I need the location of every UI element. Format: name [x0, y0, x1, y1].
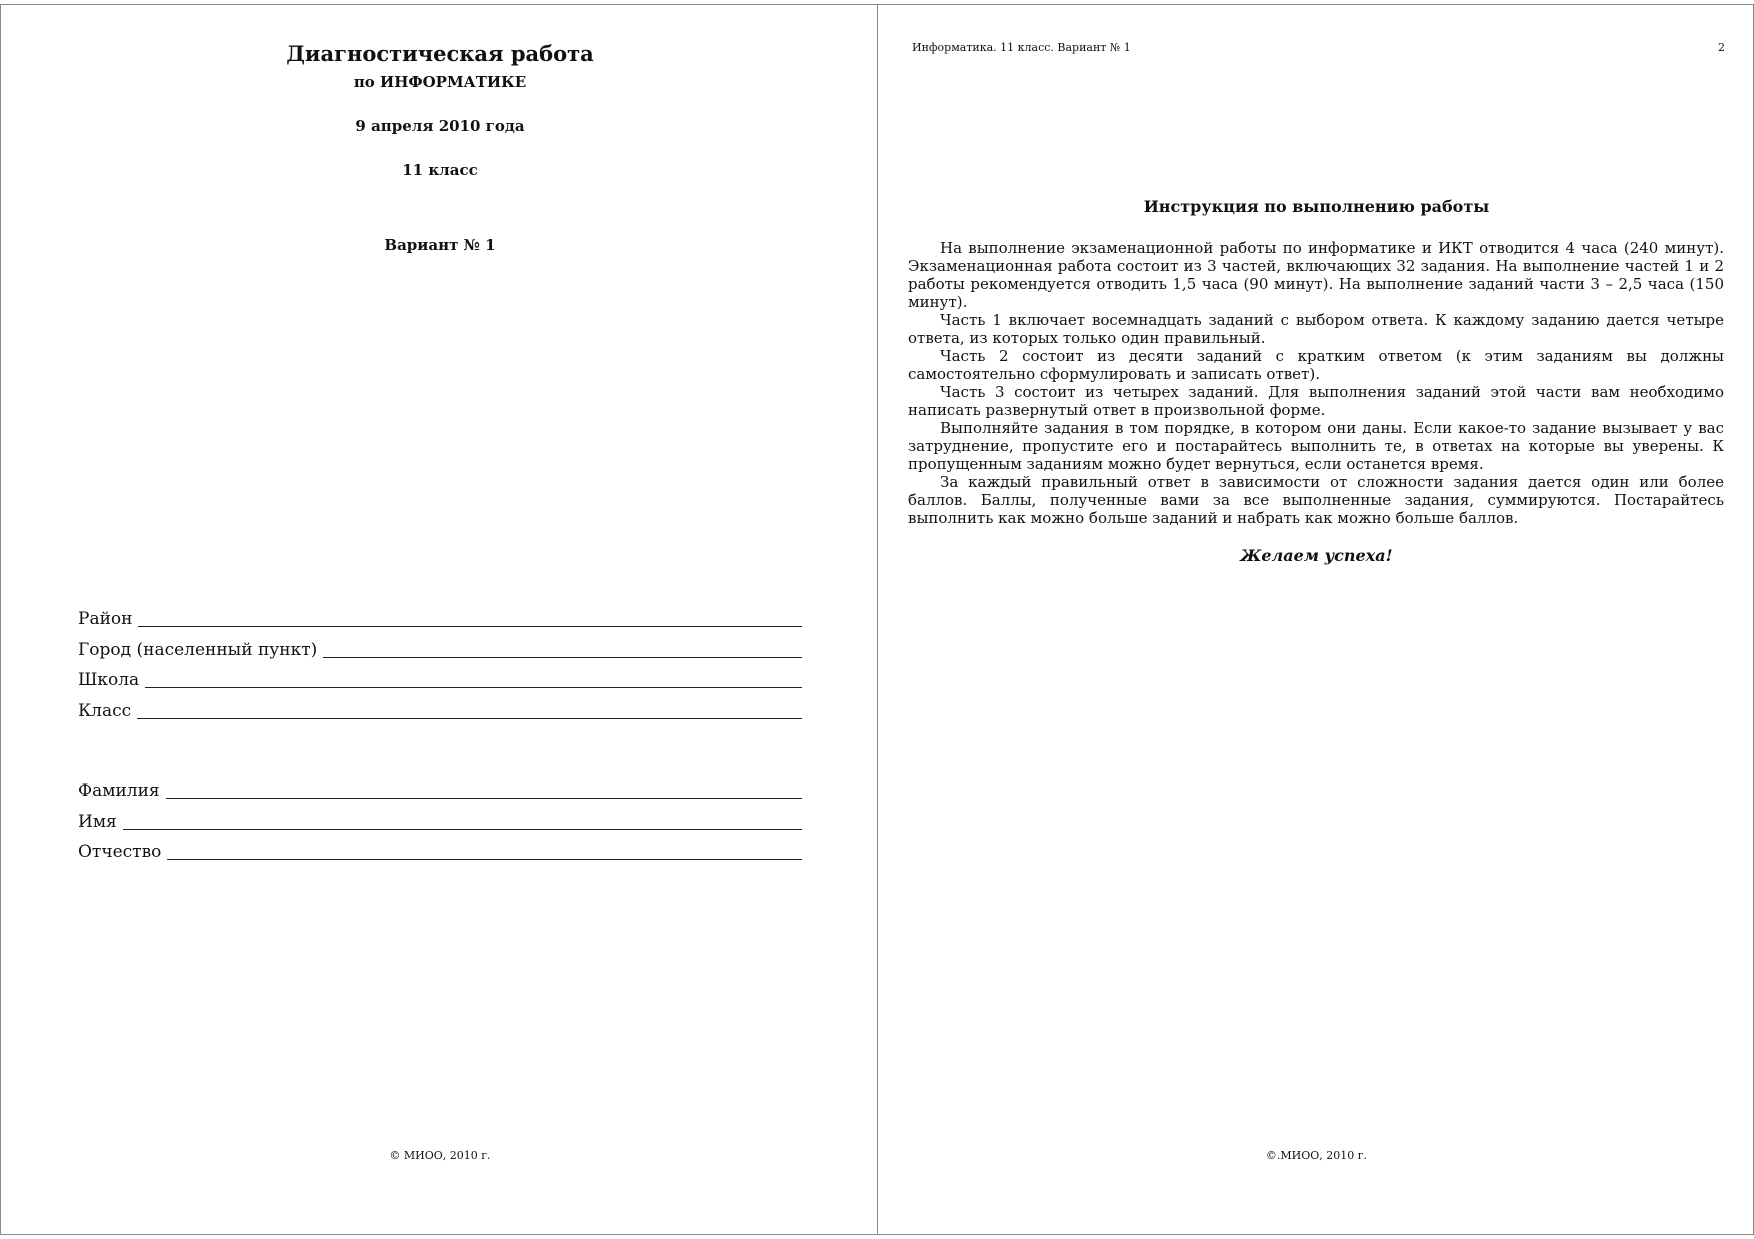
instructions-paragraph: Часть 1 включает восемнадцать заданий с выбором ответа. К каждому заданию дается четыре ответа, из которых только один правильный.: [908, 311, 1724, 347]
surname-field: [78, 777, 802, 801]
district-line[interactable]: [138, 625, 802, 627]
cover-grade: 11 класс: [402, 161, 478, 179]
running-header: Информатика. 11 класс. Вариант № 1: [912, 41, 1131, 54]
patronymic-field: [78, 838, 802, 862]
class-line[interactable]: [137, 717, 802, 719]
patronymic-label: Отчество: [78, 842, 162, 862]
class-field: [78, 697, 802, 721]
instructions-paragraph: За каждый правильный ответ в зависимости от сложности задания дается один или более баллов. Баллы, полученные вами за все выполненные задания, суммируются. Постарайтесь выполнить как можно больше заданий и набрать как можно больше баллов.: [908, 473, 1724, 527]
surname-label: Фамилия: [78, 781, 160, 801]
city-line[interactable]: [323, 656, 802, 658]
school-line[interactable]: [145, 686, 802, 688]
cover-title: Диагностическая работа: [286, 41, 594, 66]
name-field: [78, 808, 802, 832]
city-label: Город (населенный пункт): [78, 640, 318, 660]
instructions-page: [877, 4, 1754, 1235]
cover-footer: © МИОО, 2010 г.: [389, 1149, 491, 1162]
name-label: Имя: [78, 812, 117, 832]
cover-page: [0, 4, 878, 1235]
cover-variant: Вариант № 1: [384, 236, 496, 254]
name-line[interactable]: [123, 828, 802, 830]
instructions-paragraph: На выполнение экзаменационной работы по информатике и ИКТ отводится 4 часа (240 минут). Экзаменационная работа состоит из 3 частей, включающих 32 задания. На выполнение частей 1 и 2 работы рекомендуется отводить 1,5 часа (90 минут). На выполнение заданий части 3 – 2,5 часа (150 минут).: [908, 239, 1724, 311]
cover-date: 9 апреля 2010 года: [355, 117, 525, 135]
page-number: 2: [1718, 41, 1725, 54]
instructions-paragraph: Часть 2 состоит из десяти заданий с кратким ответом (к этим заданиям вы должны самостоятельно сформулировать и записать ответ).: [908, 347, 1724, 383]
instructions-paragraph: Часть 3 состоит из четырех заданий. Для выполнения заданий этой части вам необходимо написать развернутый ответ в произвольной форме.: [908, 383, 1724, 419]
city-field: [78, 636, 802, 660]
instructions-footer: ©.МИОО, 2010 г.: [1265, 1149, 1368, 1162]
patronymic-line[interactable]: [167, 858, 802, 860]
district-label: Район: [78, 609, 133, 629]
surname-line[interactable]: [166, 797, 802, 799]
closing-wish: Желаем успеха!: [1240, 546, 1393, 565]
class-label: Класс: [78, 701, 132, 721]
instructions-title: Инструкция по выполнению работы: [1143, 197, 1490, 216]
district-field: [78, 605, 802, 629]
instructions-paragraph: Выполняйте задания в том порядке, в котором они даны. Если какое-то задание вызывает у вас затруднение, пропустите его и постарайтесь выполнить те, в ответах на которые вы уверены. К пропущенным заданиям можно будет вернуться, если останется время.: [908, 419, 1724, 473]
school-field: [78, 666, 802, 690]
cover-subject: по ИНФОРМАТИКЕ: [353, 73, 527, 91]
school-label: Школа: [78, 670, 140, 690]
instructions-body: [908, 239, 1724, 527]
